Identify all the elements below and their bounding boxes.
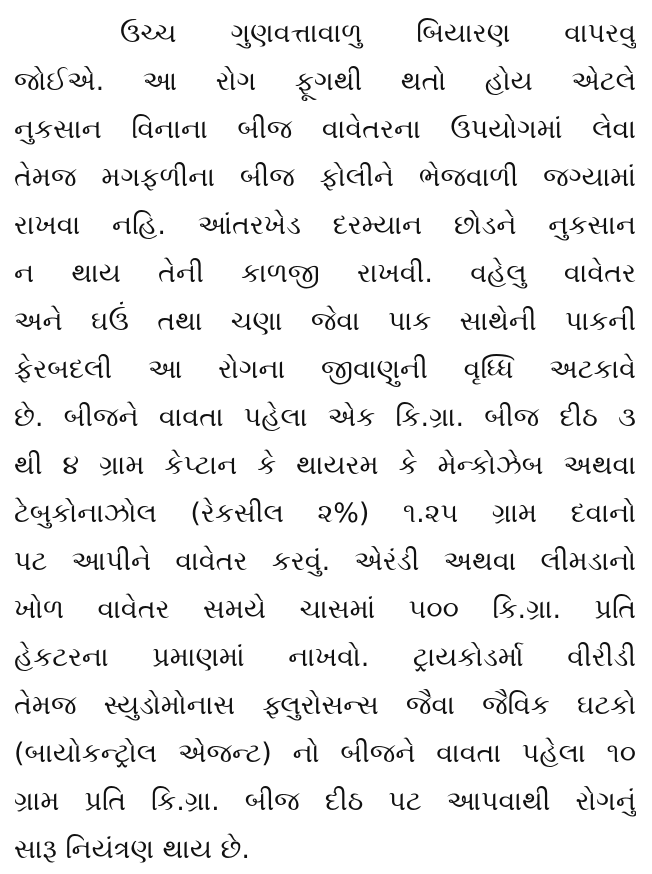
text-line-2: જોઈએ. આ રોગ ફૂગથી થતો હોય એટલે [14,66,636,97]
text-line-13: ખોળ વાવેતર સમયે ચાસમાં ૫૦૦ કિ.ગ્રા. પ્રતિ [14,594,636,625]
text-line-14: હેકટરના પ્રમાણમાં નાખવો. ટ્રાયકોડર્મા વીરીડી [14,642,636,673]
text-line-1: ઉચ્ચ ગુણવત્તાવાળુ બિયારણ વાપરવુ [120,18,636,49]
text-line-18: સારૂ નિયંત્રણ થાય છે. [14,834,250,865]
text-line-10: થી ૪ ગ્રામ કેપ્ટાન કે થાયરમ કે મેન્કોઝેબ અથવા [14,450,636,481]
text-line-16: (બાયોકન્ટ્રોલ એજન્ટ) નો બીજને વાવતા પહેલા ૧૦ [14,738,636,769]
text-line-5: રાખવા નહિ. આંતરખેડ દરમ્યાન છોડને નુકસાન [14,210,636,241]
document-page [14,10,636,865]
text-line-15: તેમજ સ્યુડોમોનાસ ફ્લુરોસન્સ જૈવા જૈવિક ઘટકો [14,690,636,721]
text-line-6: ન થાય તેની કાળજી રાખવી. વહેલુ વાવેતર [14,258,636,289]
text-line-4: તેમજ મગફળીના બીજ ફોલીને ભેજવાળી જગ્યામાં [14,162,636,193]
text-line-12: પટ આપીને વાવેતર કરવું. એરંડી અથવા લીમડાનો [14,546,636,577]
text-line-8: ફેરબદલી આ રોગના જીવાણુની વૃધ્ધિ અટકાવે [14,354,636,385]
text-line-3: નુકસાન વિનાના બીજ વાવેતરના ઉપયોગમાં લેવા [14,114,636,145]
text-line-7: અને ઘઉં તથા ચણા જેવા પાક સાથેની પાકની [14,306,636,337]
body-paragraph [14,10,636,874]
text-line-9: છે. બીજને વાવતા પહેલા એક કિ.ગ્રા. બીજ દીઠ ૩ [14,402,636,433]
text-line-11: ટેબુકોનાઝોલ (રેકસીલ ૨%) ૧.૨૫ ગ્રામ દવાનો [14,498,636,529]
text-line-17: ગ્રામ પ્રતિ કિ.ગ્રા. બીજ દીઠ પટ આપવાથી રોગનું [14,786,636,817]
